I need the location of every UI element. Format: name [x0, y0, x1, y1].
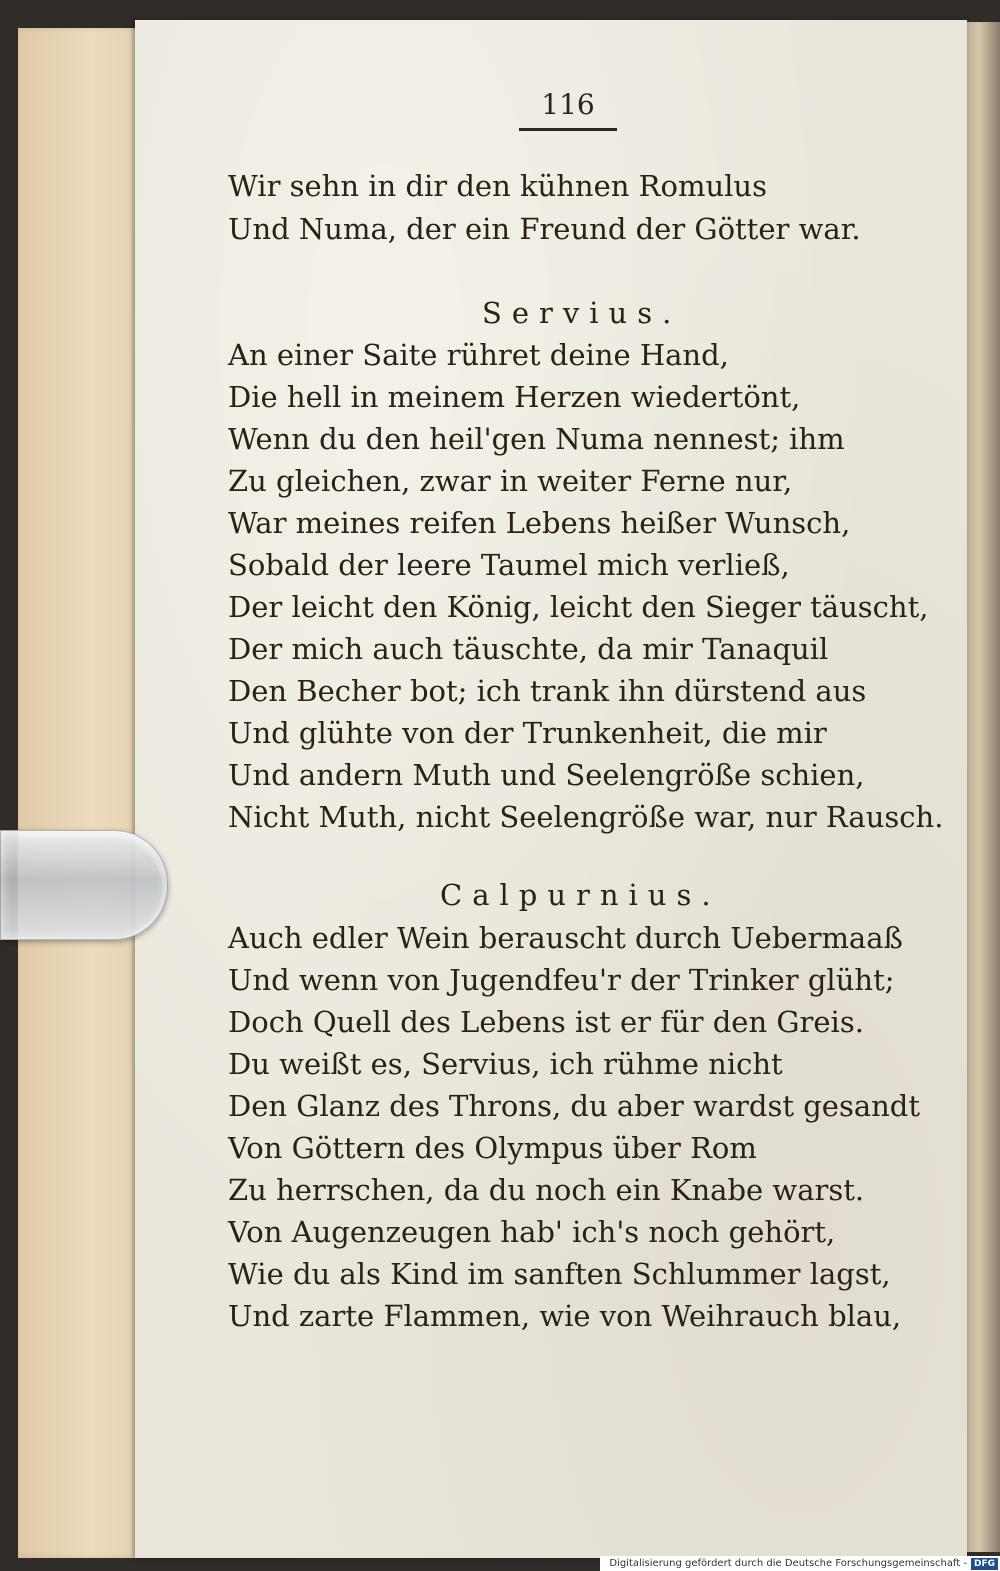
text-line: War meines reifen Lebens heißer Wunsch, — [228, 506, 851, 540]
text-line: Zu gleichen, zwar in weiter Ferne nur, — [228, 464, 793, 498]
text-line: Wenn du den heil'gen Numa nennest; ihm — [228, 422, 845, 456]
text-line: Du weißt es, Servius, ich rühme nicht — [228, 1047, 783, 1081]
text-line: Nicht Muth, nicht Seelengröße war, nur Rausch. — [228, 800, 944, 834]
text-line: Auch edler Wein berauscht durch Uebermaaß — [228, 921, 903, 955]
text-line: Die hell in meinem Herzen wiedertönt, — [228, 380, 801, 414]
speaker-heading: Servius. — [482, 296, 682, 330]
text-line: Und zarte Flammen, wie von Weihrauch blau, — [228, 1299, 902, 1333]
text-line: Von Augenzeugen hab' ich's noch gehört, — [228, 1215, 836, 1249]
text-line: Und wenn von Jugendfeu'r der Trinker glüht; — [228, 963, 895, 997]
text-line: Wir sehn in dir den kühnen Romulus — [228, 169, 767, 203]
text-line: Und andern Muth und Seelengröße schien, — [228, 758, 865, 792]
text-line: Doch Quell des Lebens ist er für den Greis. — [228, 1005, 864, 1039]
text-line: Der mich auch täuschte, da mir Tanaquil — [228, 632, 829, 666]
text-line: Den Glanz des Throns, du aber wardst gesandt — [228, 1089, 921, 1123]
text-line: Wie du als Kind im sanften Schlummer lagst, — [228, 1257, 891, 1291]
speaker-heading: Calpurnius. — [440, 878, 721, 912]
footer-credit: Digitalisierung gefördert durch die Deutsche Forschungsgemeinschaft - — [609, 1558, 967, 1569]
glass-clip — [0, 830, 168, 940]
text-line: Den Becher bot; ich trank ihn dürstend aus — [228, 674, 867, 708]
text-line: An einer Saite rühret deine Hand, — [228, 338, 729, 372]
text-line: Der leicht den König, leicht den Sieger täuscht, — [228, 590, 929, 624]
text-line: Und glühte von der Trunkenheit, die mir — [228, 716, 827, 750]
digitization-footer — [600, 1556, 1000, 1571]
text-line: Sobald der leere Taumel mich verließ, — [228, 548, 790, 582]
text-line: Von Göttern des Olympus über Rom — [228, 1131, 757, 1165]
text-line: Und Numa, der ein Freund der Götter war. — [228, 212, 861, 246]
dfg-logo-icon: DFG — [971, 1558, 998, 1570]
text-line: Zu herrschen, da du noch ein Knabe warst. — [228, 1173, 865, 1207]
page-number: 116 — [541, 88, 595, 121]
